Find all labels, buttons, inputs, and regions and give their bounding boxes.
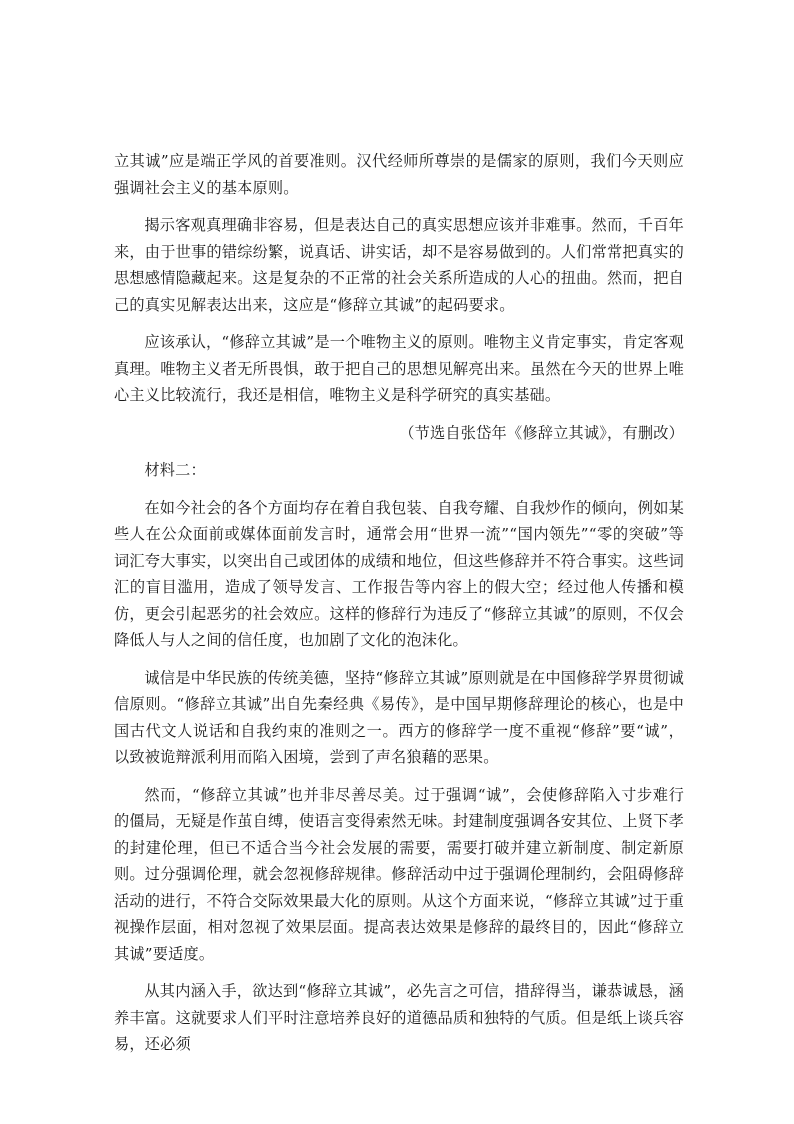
- paragraph: 应该承认，“修辞立其诚”是一个唯物主义的原则。唯物主义肯定事实，肯定客观真理。唯物主义者无所畏惧，敢于把自己的思想见解亮出来。虽然在今天的世界上唯心主义比较流行，我还是相信，唯物主义是科学研究的真实基础。: [114, 333, 684, 404]
- paragraph: 揭示客观真理确非容易，但是表达自己的真实思想应该并非难事。然而，千百年来，由于世事的错综纷繁，说真话、讲实话，却不是容易做到的。人们常常把真实的思想感情隐藏起来。这是复杂的不正常的社会关系所造成的人心的扭曲。然而，把自己的真实见解表达出来，这应是“修辞立其诚”的起码要求。: [114, 216, 684, 314]
- paragraph: 从其内涵入手，欲达到“修辞立其诚”，必先言之可信，措辞得当，谦恭诚恳，涵养丰富。这就要求人们平时注意培养良好的道德品质和独特的气质。但是纸上谈兵容易，还必须: [114, 982, 684, 1053]
- paragraph: 诚信是中华民族的传统美德，坚持“修辞立其诚”原则就是在中国修辞学界贯彻诚信原则。“修辞立其诚”出自先秦经典《易传》，是中国早期修辞理论的核心，也是中国古代文人说话和自我约束的准则之一。西方的修辞学一度不重视“修辞”要“诚”，以致被诡辩派利用而陷入困境，尝到了声名狼藉的恶果。: [114, 668, 684, 766]
- paragraph-continuation: 立其诚”应是端正学风的首要准则。汉代经师所尊崇的是儒家的原则，我们今天则应强调社会主义的基本原则。: [114, 152, 684, 197]
- source-citation: （节选自张岱年《修辞立其诚》，有删改）: [399, 423, 684, 442]
- section-heading: 材料二：: [144, 461, 206, 479]
- document-body: [114, 148, 684, 1069]
- paragraph: 在如今社会的各个方面均存在着自我包装、自我夸耀、自我炒作的倾向，例如某些人在公众面前或媒体面前发言时，通常会用“世界一流”“国内领先”“零的突破”等词汇夸大事实，以突出自己或团体的成绩和地位，但这些修辞并不符合事实。这些词汇的盲目滥用，造成了领导发言、工作报告等内容上的假大空；经过他人传播和模仿，更会引起恶劣的社会效应。这样的修辞行为违反了“修辞立其诚”的原则，不仅会降低人与人之间的信任度，也加剧了文化的泡沫化。: [114, 498, 684, 649]
- paragraph: 然而，“修辞立其诚”也并非尽善尽美。过于强调“诚”，会使修辞陷入寸步难行的僵局，无疑是作茧自缚，使语言变得索然无味。封建制度强调各安其位、上贤下孝的封建伦理，但已不适合当今社会发展的需要，需要打破并建立新制度、制定新原则。过分强调伦理，就会忽视修辞规律。修辞活动中过于强调伦理制约，会阻碍修辞活动的进行，不符合交际效果最大化的原则。从这个方面来说，“修辞立其诚”过于重视操作层面，相对忽视了效果层面。提高表达效果是修辞的最终目的，因此“修辞立其诚”要适度。: [114, 785, 684, 963]
